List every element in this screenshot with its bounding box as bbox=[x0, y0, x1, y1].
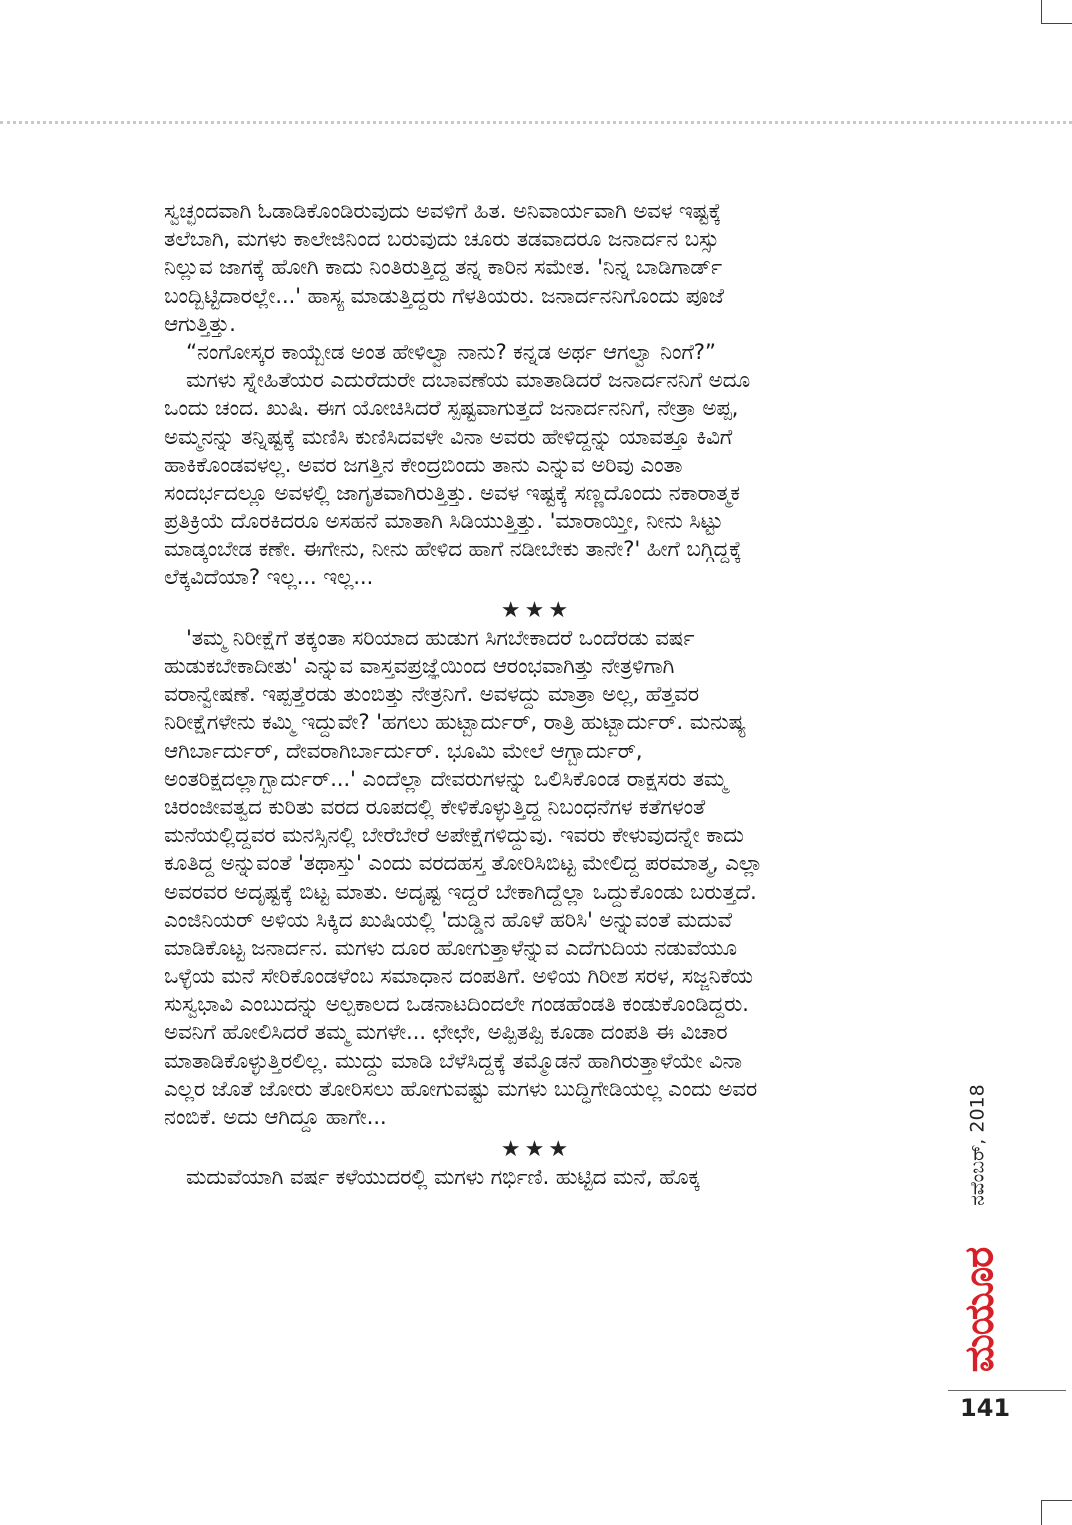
text-line: ತಲೆಬಾಗಿ, ಮಗಳು ಕಾಲೇಜಿನಿಂದ ಬರುವುದು ಚೂರು ತಡವಾದರೂ ಜನಾರ್ದನ ಬಸ್ಸು bbox=[164, 227, 720, 253]
text-line: ಪ್ರತಿಕ್ರಿಯೆ ದೊರಕಿದರೂ ಅಸಹನೆ ಮಾತಾಗಿ ಸಿಡಿಯುತ್ತಿತ್ತು. 'ಮಾರಾಯ್ತೀ, ನೀನು ಸಿಟ್ಟು bbox=[164, 509, 723, 535]
text-line: ಮನೆಯಲ್ಲಿದ್ದವರ ಮನಸ್ಸಿನಲ್ಲಿ ಬೇರೆಬೇರೆ ಅಪೇಕ್ಷೆಗಳಿದ್ದುವು. ಇವರು ಕೇಳುವುದನ್ನೇ ಕಾದು bbox=[164, 823, 744, 849]
text-line: ಹುಡುಕಬೇಕಾದೀತು' ಎನ್ನುವ ವಾಸ್ತವಪ್ರಜ್ಞೆಯಿಂದ ಆರಂಭವಾಗಿತ್ತು ನೇತ್ರಳಿಗಾಗಿ bbox=[164, 654, 675, 679]
text-line: 'ತಮ್ಮ ನಿರೀಕ್ಷೆಗೆ ತಕ್ಕಂತಾ ಸರಿಯಾದ ಹುಡುಗ ಸಿಗಬೇಕಾದರೆ ಒಂದೆರಡು ವರ್ಷ bbox=[186, 625, 695, 651]
text-line: ಮಾಡ್ಕಂಬೇಡ ಕಣೇ. ಈಗೇನು, ನೀನು ಹೇಳಿದ ಹಾಗೆ ನಡೀಬೇಕು ತಾನೇ?' ಹೀಗೆ ಬಗ್ಗಿದ್ದಕ್ಕೆ bbox=[164, 537, 742, 563]
text-line: ಲೆಕ್ಕವಿದೆಯಾ? ಇಲ್ಲ... ಇಲ್ಲ... bbox=[164, 565, 374, 591]
text-line: ಮದುವೆಯಾಗಿ ವರ್ಷ ಕಳೆಯುದರಲ್ಲಿ ಮಗಳು ಗರ್ಭಿಣಿ. ಹುಟ್ಟಿದ ಮನೆ, ಹೊಕ್ಕ bbox=[186, 1165, 700, 1191]
text-line: ಚಿರಂಜೀವತ್ವದ ಕುರಿತು ವರದ ರೂಪದಲ್ಲಿ ಕೇಳಿಕೊಳ್ಳುತ್ತಿದ್ದ ನಿಬಂಧನೆಗಳ ಕತೆಗಳಂತೆ bbox=[164, 794, 705, 820]
text-line: ಅಮ್ಮನನ್ನು ತನ್ನಿಷ್ಟಕ್ಕೆ ಮಣಿಸಿ ಕುಣಿಸಿದವಳೇ ವಿನಾ ಅವರು ಹೇಳಿದ್ದನ್ನು ಯಾವತ್ತೂ ಕಿವಿಗೆ bbox=[164, 424, 733, 450]
crop-mark-bottom-right bbox=[1041, 1500, 1072, 1525]
section-break-stars: ★★★ bbox=[500, 597, 573, 623]
text-line: ಅವರವರ ಅದೃಷ್ಟಕ್ಕೆ ಬಿಟ್ಟ ಮಾತು. ಅದೃಷ್ಟ ಇದ್ದರೆ ಬೇಕಾಗಿದ್ದೆಲ್ಲಾ ಒದ್ದುಕೊಂಡು ಬರುತ್ತದೆ. bbox=[164, 879, 757, 905]
text-line: ನಿರೀಕ್ಷೆಗಳೇನು ಕಮ್ಮಿ ಇದ್ದುವೇ? 'ಹಗಲು ಹುಟ್ಬಾರ್ದುರ್, ರಾತ್ರಿ ಹುಟ್ಬಾರ್ದುರ್. ಮನುಷ್ಯ bbox=[164, 710, 746, 736]
crop-mark-top-right bbox=[1041, 0, 1072, 24]
text-line: ಮಗಳು ಸ್ನೇಹಿತೆಯರ ಎದುರೆದುರೇ ದಬಾವಣೆಯ ಮಾತಾಡಿದರೆ ಜನಾರ್ದನನಿಗೆ ಅದೂ bbox=[186, 368, 751, 394]
text-line: ಬಂದ್ಬಿಟ್ಟಿದಾರಲ್ಲೇ...' ಹಾಸ್ಯ ಮಾಡುತ್ತಿದ್ದರು ಗೆಳತಿಯರು. ಜನಾರ್ದನನಿಗೊಂದು ಪೂಜೆ bbox=[164, 283, 724, 309]
text-line: ಮಾಡಿಕೊಟ್ಟ ಜನಾರ್ದನ. ಮಗಳು ದೂರ ಹೋಗುತ್ತಾಳೆನ್ನುವ ಎದೆಗುದಿಯ ನಡುವೆಯೂ bbox=[164, 935, 737, 961]
magazine-name-text: ಮಯೂರ bbox=[956, 1247, 1002, 1373]
magazine-name bbox=[958, 1240, 1000, 1380]
section-break-stars: ★★★ bbox=[500, 1137, 573, 1163]
text-line: ಮಾತಾಡಿಕೊಳ್ಳುತ್ತಿರಲಿಲ್ಲ. ಮುದ್ದು ಮಾಡಿ ಬೆಳೆಸಿದ್ದಕ್ಕೆ ತಮ್ಮೊಡನೆ ಹಾಗಿರುತ್ತಾಳೆಯೇ ವಿನಾ bbox=[164, 1048, 742, 1074]
text-line: ನಿಲ್ಲುವ ಜಾಗಕ್ಕೆ ಹೋಗಿ ಕಾದು ನಿಂತಿರುತ್ತಿದ್ದ ತನ್ನ ಕಾರಿನ ಸಮೇತ. 'ನಿನ್ನ ಬಾಡಿಗಾರ್ಡ್ bbox=[164, 255, 722, 281]
text-line: ಎಂಜಿನಿಯರ್ ಅಳಿಯ ಸಿಕ್ಕಿದ ಖುಷಿಯಲ್ಲಿ 'ದುಡ್ಡಿನ ಹೊಳೆ ಹರಿಸಿ' ಅನ್ನುವಂತೆ ಮದುವೆ bbox=[164, 907, 732, 933]
text-line: ಅಂತರಿಕ್ಷದಲ್ಲಾಗ್ಬಾರ್ದುರ್...' ಎಂದೆಲ್ಲಾ ದೇವರುಗಳನ್ನು ಒಲಿಸಿಕೊಂಡ ರಾಕ್ಷಸರು ತಮ್ಮ bbox=[164, 766, 728, 792]
text-line: ವರಾನ್ವೇಷಣೆ. ಇಪ್ಪತ್ತೆರಡು ತುಂಬಿತ್ತು ನೇತ್ರನಿಗೆ. ಅವಳದ್ದು ಮಾತ್ರಾ ಅಲ್ಲ, ಹೆತ್ತವರ bbox=[164, 682, 699, 708]
text-line: ಹಾಕಿಕೊಂಡವಳಲ್ಲ. ಅವರ ಜಗತ್ತಿನ ಕೇಂದ್ರಬಿಂದು ತಾನು ಎನ್ನುವ ಅರಿವು ಎಂತಾ bbox=[164, 452, 683, 478]
text-line: ಆಗುತ್ತಿತ್ತು. bbox=[164, 311, 236, 337]
issue-date-text: ನವೆಂಬರ್, 2018 bbox=[967, 1084, 990, 1206]
text-line: ಅವನಿಗೆ ಹೋಲಿಸಿದರೆ ತಮ್ಮ ಮಗಳೇ... ಛೇಛೇ, ಅಪ್ಪಿತಪ್ಪಿ ಕೂಡಾ ದಂಪತಿ ಈ ವಿಚಾರ bbox=[164, 1020, 728, 1046]
page-number: 141 bbox=[960, 1394, 1011, 1422]
text-line: ಒಳ್ಳೆಯ ಮನೆ ಸೇರಿಕೊಂಡಳೆಂಬ ಸಮಾಧಾನ ದಂಪತಿಗೆ. ಅಳಿಯ ಗಿರೀಶ ಸರಳ, ಸಜ್ಜನಿಕೆಯ bbox=[164, 964, 753, 990]
text-line: ಆಗಿರ್ಬಾರ್ದುರ್, ದೇವರಾಗಿರ್ಬಾರ್ದುರ್. ಭೂಮಿ ಮೇಲೆ ಆಗ್ಬಾರ್ದುರ್, bbox=[164, 738, 643, 764]
text-line: ಒಂದು ಚಂದ. ಖುಷಿ. ಈಗ ಯೋಚಿಸಿದರೆ ಸ್ಪಷ್ಟವಾಗುತ್ತದೆ ಜನಾರ್ದನನಿಗೆ, ನೇತ್ರಾ ಅಪ್ಪ, bbox=[164, 396, 739, 422]
article-body bbox=[164, 198, 909, 1193]
text-line: ಸುಸ್ವಭಾವಿ ಎಂಬುದನ್ನು ಅಲ್ಪಕಾಲದ ಒಡನಾಟದಿಂದಲೇ ಗಂಡಹೆಂಡತಿ ಕಂಡುಕೊಂಡಿದ್ದರು. bbox=[164, 992, 749, 1018]
text-line: ಸಂದರ್ಭದಲ್ಲೂ ಅವಳಲ್ಲಿ ಜಾಗೃತವಾಗಿರುತ್ತಿತ್ತು. ಅವಳ ಇಷ್ಟಕ್ಕೆ ಸಣ್ಣದೊಂದು ನಕಾರಾತ್ಮಕ bbox=[164, 480, 740, 506]
text-line: “ನಂಗೋಸ್ಕರ ಕಾಯ್ಬೇಡ ಅಂತ ಹೇಳಿಲ್ವಾ ನಾನು? ಕನ್ನಡ ಅರ್ಥ ಆಗಲ್ವಾ ನಿಂಗೆ?” bbox=[186, 339, 716, 365]
text-line: ನಂಬಿಕೆ. ಅದು ಆಗಿದ್ದೂ ಹಾಗೇ... bbox=[164, 1105, 387, 1130]
page-number-rule bbox=[948, 1390, 1066, 1391]
text-line: ಎಲ್ಲರ ಜೊತೆ ಜೋರು ತೋರಿಸಲು ಹೋಗುವಷ್ಟು ಮಗಳು ಬುದ್ಧಿಗೇಡಿಯಲ್ಲ ಎಂದು ಅವರ bbox=[164, 1076, 758, 1102]
header-dotted-rule bbox=[0, 121, 1072, 124]
text-line: ಸ್ವಚ್ಛಂದವಾಗಿ ಓಡಾಡಿಕೊಂಡಿರುವುದು ಅವಳಿಗೆ ಹಿತ. ಅನಿವಾರ್ಯವಾಗಿ ಅವಳ ಇಷ್ಟಕ್ಕೆ bbox=[164, 199, 722, 224]
issue-date bbox=[960, 1055, 996, 1235]
text-line: ಕೂತಿದ್ದ ಅನ್ನುವಂತೆ 'ತಥಾಸ್ತು' ಎಂದು ವರದಹಸ್ತ ತೋರಿಸಿಬಿಟ್ಟ ಮೇಲಿದ್ದ ಪರಮಾತ್ಮ, ಎಲ್ಲಾ bbox=[164, 851, 763, 877]
